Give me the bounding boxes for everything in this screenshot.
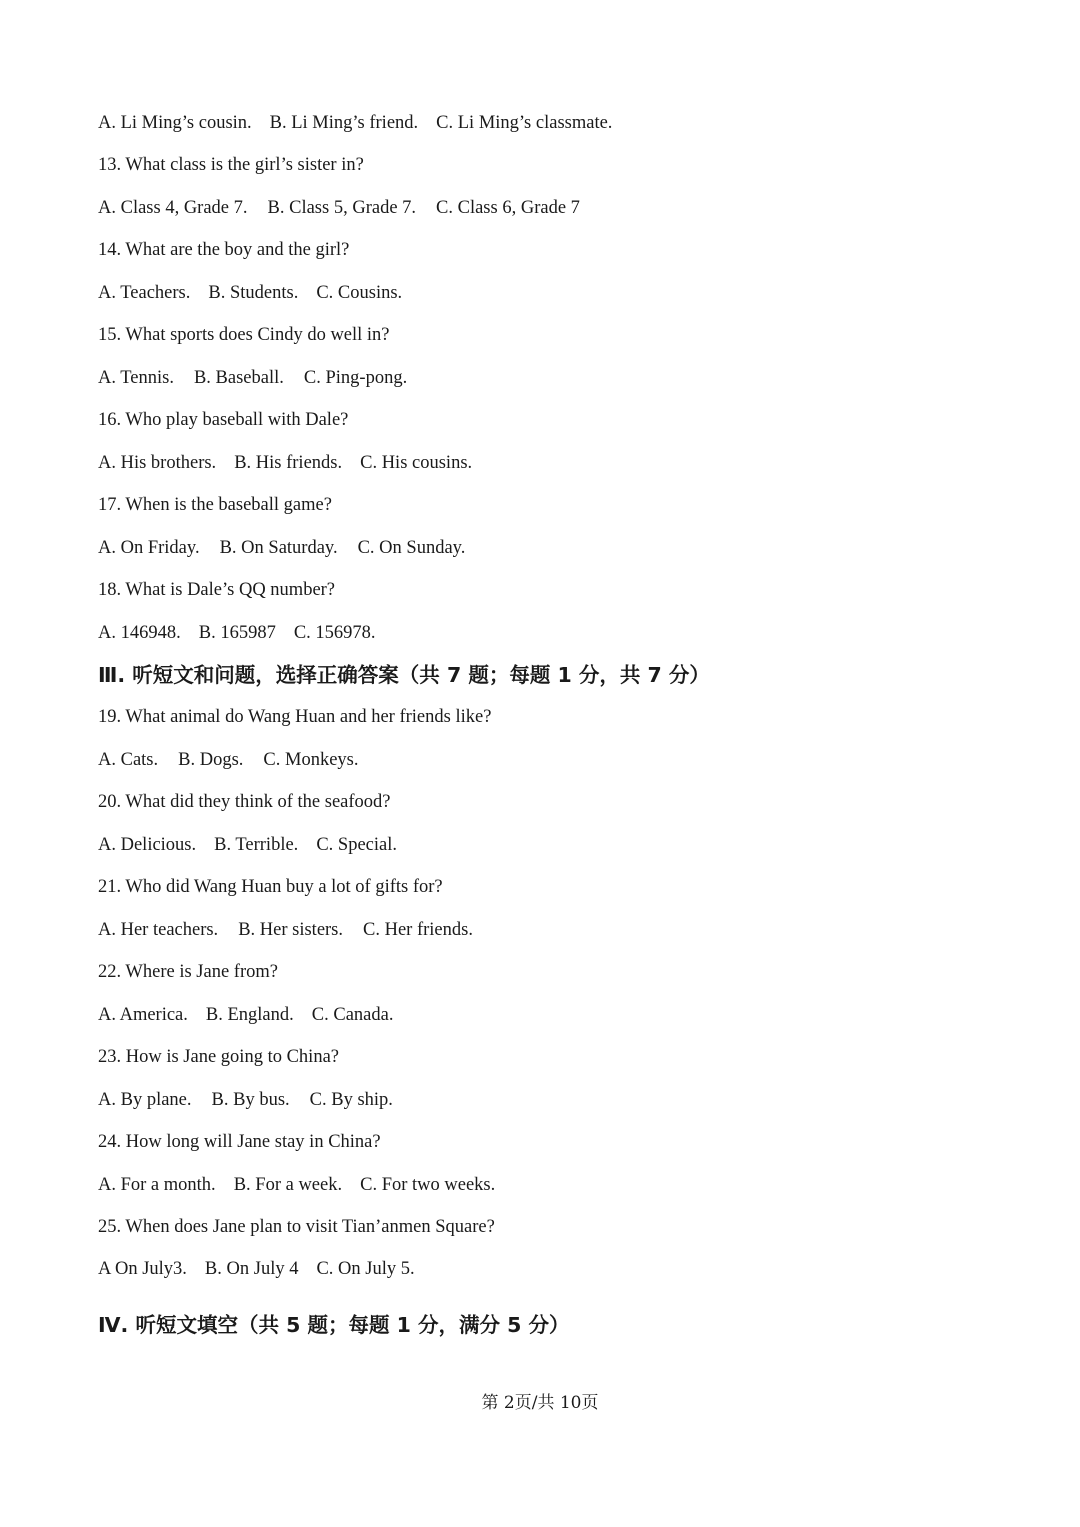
- question-text: 16. Who play baseball with Dale?: [98, 410, 349, 430]
- answer-options: [98, 196, 580, 220]
- answer-option: C. Cousins.: [316, 283, 403, 303]
- answer-options: [98, 281, 402, 305]
- question-text: 20. What did they think of the seafood?: [98, 792, 391, 812]
- answer-option: B. On Saturday.: [219, 538, 338, 558]
- answer-option: B. England.: [205, 1005, 294, 1025]
- question-text: 14. What are the boy and the girl?: [98, 240, 350, 260]
- answer-options: [98, 1173, 495, 1197]
- question-text: 17. When is the baseball game?: [98, 495, 332, 515]
- question-text: 18. What is Dale’s QQ number?: [98, 580, 336, 600]
- answer-options: [98, 536, 465, 560]
- question-text: 25. When does Jane plan to visit Tian’anmen Square?: [98, 1217, 495, 1237]
- answer-options: [98, 748, 358, 772]
- answer-option: A. America.: [98, 1005, 188, 1025]
- question-text: 22. Where is Jane from?: [98, 962, 278, 982]
- answer-options: [98, 451, 472, 475]
- answer-option: A. Teachers.: [98, 283, 191, 303]
- answer-option: B. Terrible.: [214, 835, 299, 855]
- answer-option: A. By plane.: [98, 1090, 192, 1110]
- answer-options: [98, 1257, 415, 1281]
- answer-options: [98, 111, 612, 135]
- answer-option: A. On Friday.: [98, 538, 200, 558]
- answer-options: [98, 366, 407, 390]
- answer-option: A. His brothers.: [98, 453, 217, 473]
- answer-option: C. Class 6, Grade 7: [436, 198, 580, 218]
- answer-option: A. Cats.: [98, 750, 159, 770]
- answer-option: C. For two weeks.: [360, 1175, 496, 1195]
- answer-options: [98, 833, 397, 857]
- section-heading: Ⅳ. 听短文填空（共 5 题；每题 1 分，满分 5 分）: [98, 1313, 570, 1337]
- answer-option: B. His friends.: [234, 453, 343, 473]
- question-text: 15. What sports does Cindy do well in?: [98, 325, 390, 345]
- answer-option: B. For a week.: [233, 1175, 343, 1195]
- answer-option: B. Her sisters.: [238, 920, 344, 940]
- answer-option: A On July3.: [98, 1259, 187, 1279]
- answer-option: B. Li Ming’s friend.: [269, 113, 419, 133]
- answer-options: [98, 621, 376, 645]
- question-text: 21. Who did Wang Huan buy a lot of gifts for?: [98, 877, 443, 897]
- answer-option: B. Students.: [208, 283, 299, 303]
- answer-option: B. 165987: [198, 623, 276, 643]
- question-text: 19. What animal do Wang Huan and her friends like?: [98, 707, 492, 727]
- answer-option: B. By bus.: [211, 1090, 290, 1110]
- answer-option: C. 156978.: [293, 623, 376, 643]
- answer-option: C. Monkeys.: [263, 750, 359, 770]
- section-heading: Ⅲ. 听短文和问题，选择正确答案（共 7 题；每题 1 分，共 7 分）: [98, 663, 710, 687]
- answer-option: C. Canada.: [311, 1005, 394, 1025]
- answer-option: C. On July 5.: [316, 1259, 415, 1279]
- answer-option: A. Tennis.: [98, 368, 174, 388]
- page-number: 第 2页/共 10页: [481, 1393, 599, 1413]
- answer-option: C. By ship.: [309, 1090, 393, 1110]
- answer-option: A. Class 4, Grade 7.: [98, 198, 248, 218]
- question-text: 23. How is Jane going to China?: [98, 1047, 339, 1067]
- answer-option: B. Class 5, Grade 7.: [267, 198, 417, 218]
- answer-option: B. Baseball.: [193, 368, 284, 388]
- answer-options: [98, 918, 473, 942]
- answer-options: [98, 1088, 393, 1112]
- answer-option: A. For a month.: [98, 1175, 216, 1195]
- answer-option: C. His cousins.: [360, 453, 473, 473]
- answer-option: A. Her teachers.: [98, 920, 219, 940]
- answer-option: C. Her friends.: [363, 920, 473, 940]
- answer-option: C. Special.: [316, 835, 397, 855]
- answer-option: C. On Sunday.: [357, 538, 466, 558]
- question-text: 13. What class is the girl’s sister in?: [98, 155, 364, 175]
- answer-option: A. Li Ming’s cousin.: [98, 113, 252, 133]
- answer-options: [98, 1003, 393, 1027]
- answer-option: B. On July 4: [204, 1259, 299, 1279]
- answer-option: C. Li Ming’s classmate.: [436, 113, 613, 133]
- answer-option: B. Dogs.: [178, 750, 244, 770]
- answer-option: A. Delicious.: [98, 835, 197, 855]
- question-text: 24. How long will Jane stay in China?: [98, 1132, 381, 1152]
- answer-option: A. 146948.: [98, 623, 181, 643]
- answer-option: C. Ping-pong.: [303, 368, 408, 388]
